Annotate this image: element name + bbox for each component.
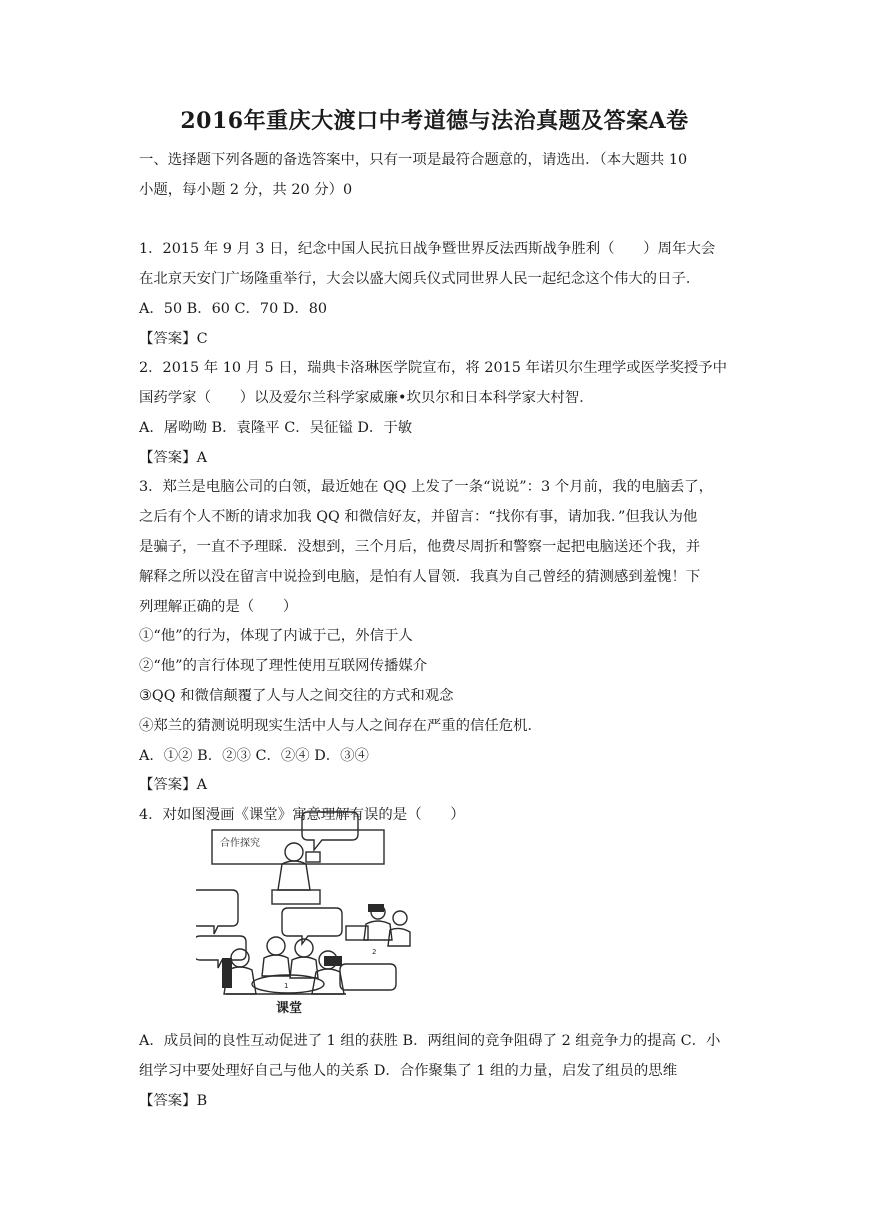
q4-options-line-1: A．成员间的良性互动促进了 1 组的获胜 B．两组间的竞争阻碍了 2 组竞争力的提高 C．小 [139, 1033, 721, 1049]
teacher-body [278, 861, 310, 890]
section-instruction-line-2: 小题，每小题 2 分，共 20 分）0 [139, 182, 353, 198]
q3-stem-line-3: 是骗子，一直不予理睬．没想到，三个月后，他费尽周折和警察一起把电脑送还个我，并 [139, 539, 701, 555]
lower-left-speech-bubble [196, 936, 246, 968]
q4-answer: 【答案】B [139, 1093, 208, 1109]
q3-item-1: ①“他”的行为，体现了内诚于己，外信于人 [139, 628, 413, 644]
group-1-number: 1 [284, 982, 289, 990]
cartoon-caption: 课堂 [276, 1001, 303, 1016]
q3-item-2: ②“他”的言行体现了理性使用互联网传播媒介 [139, 658, 428, 674]
q3-stem-line-2: 之后有个人不断的请求加我 QQ 和微信好友，并留言：“找你有事，请加我．”但我认为他 [139, 509, 698, 525]
teacher-head [285, 843, 303, 861]
classroom-cartoon [196, 808, 418, 1020]
q3-item-4: ④郑兰的猜测说明现实生活中人与人之间存在严重的信任危机． [139, 718, 542, 734]
q3-stem-line-4: 解释之所以没在留言中说捡到电脑，是怕有人冒领．我真为自己曾经的猜测感到羞愧！下 [139, 569, 701, 585]
q3-stem-line-5: 列理解正确的是（ ） [139, 599, 298, 615]
q3-answer: 【答案】A [139, 777, 207, 793]
q3-options: A．①② B．②③ C．②④ D．③④ [139, 748, 369, 764]
right-speech-bubble [340, 964, 396, 990]
q1-answer: 【答案】C [139, 331, 208, 347]
document-title: 2016年重庆大渡口中考道德与法治真题及答案A卷 [180, 108, 689, 134]
blackboard-text: 合作探究 [220, 838, 260, 849]
q2-stem-line-1: 2．2015 年 10 月 5 日，瑞典卡洛琳医学院宣布，将 2015 年诺贝尔生理学或医学奖授予中 [139, 360, 728, 376]
section-instruction-line-1: 一、选择题下列各题的备选答案中，只有一项是最符合题意的，请选出．（本大题共 10 [139, 152, 688, 168]
q2-options: A．屠呦呦 B．袁隆平 C．吴征镒 D．于敏 [139, 420, 413, 436]
q2-stem-line-2: 国药学家（ ）以及爱尔兰科学家威廉•坎贝尔和日本科学家大村智． [139, 390, 594, 406]
q2-answer: 【答案】A [139, 450, 207, 466]
teacher-speech-bubble [302, 812, 358, 850]
q1-stem-line-2: 在北京天安门广场隆重举行，大会以盛大阅兵仪式同世界人民一起纪念这个伟大的日子． [139, 271, 701, 287]
middle-speech-bubble [282, 908, 342, 944]
group-2-number: 2 [372, 948, 377, 956]
q1-options: A．50 B．60 C．70 D．80 [139, 301, 328, 317]
q3-stem-line-1: 3．郑兰是电脑公司的白领，最近她在 QQ 上发了一条“说说”：3 个月前，我的电脑丢了， [139, 479, 714, 495]
q1-stem-line-1: 1．2015 年 9 月 3 日，纪念中国人民抗日战争暨世界反法西斯战争胜利（ ）周年大会 [139, 241, 716, 257]
q3-item-3: ③QQ 和微信颠覆了人与人之间交往的方式和观念 [139, 688, 454, 704]
left-speech-bubble [196, 890, 238, 934]
q4-options-line-2: 组学习中要处理好自己与他人的关系 D．合作聚集了 1 组的力量，启发了组员的思维 [139, 1063, 678, 1079]
q4-stem-line-1: 4．对如图漫画《课堂》寓意理解有误的是（ ） [139, 807, 465, 823]
